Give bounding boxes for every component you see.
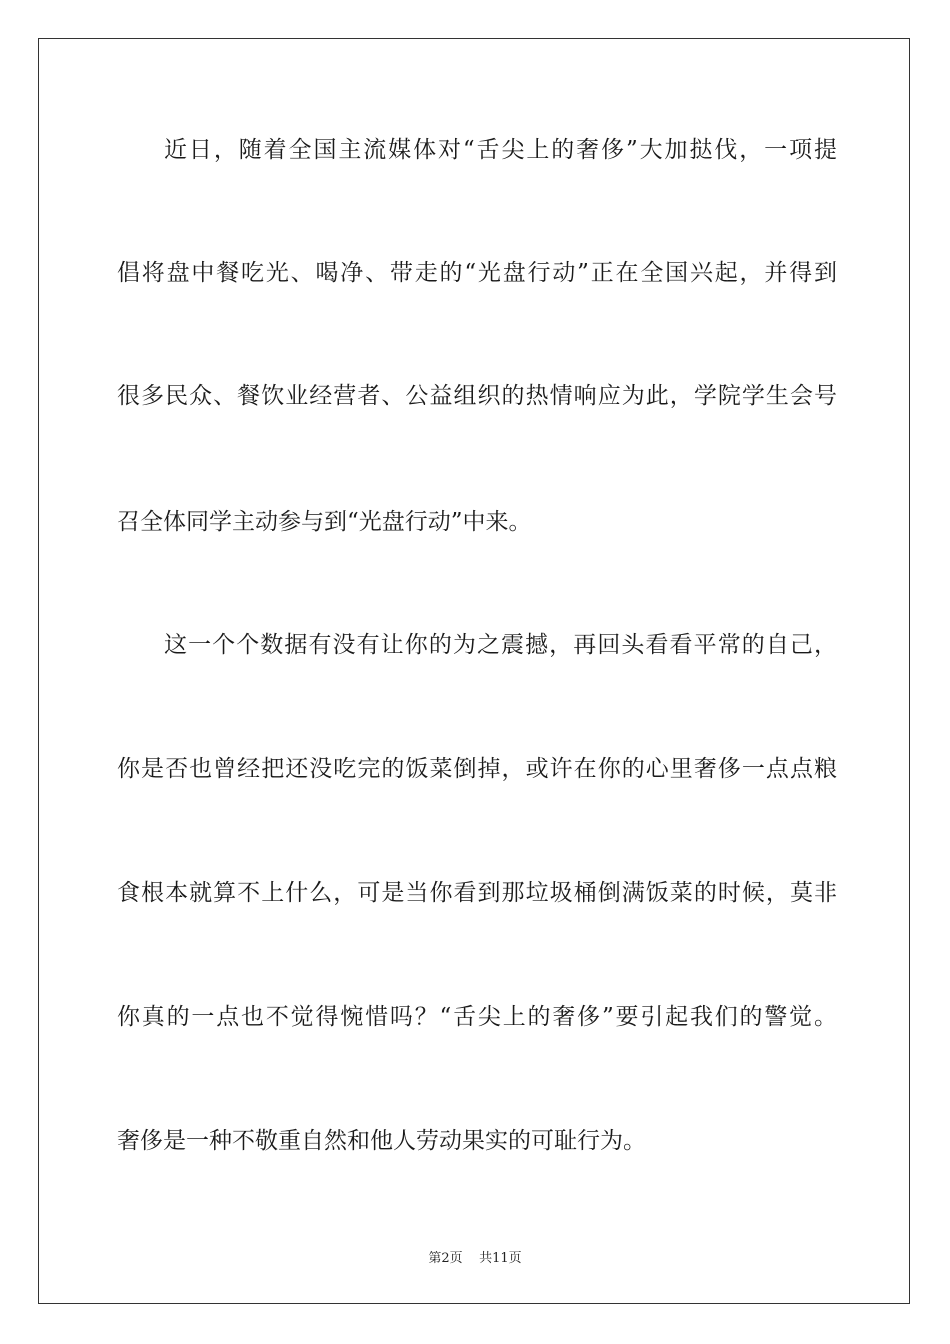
- paragraph-line: 你真的一点也不觉得惋惜吗？“舌尖上的奢侈”要引起我们的警觉。: [117, 1004, 837, 1030]
- paragraph-line: 很多民众、餐饮业经营者、公益组织的热情响应为此，学院学生会号: [117, 383, 837, 409]
- paragraph-line: 食根本就算不上什么，可是当你看到那垃圾桶倒满饭菜的时候，莫非: [117, 880, 837, 906]
- paragraph-line: 召全体同学主动参与到“光盘行动”中来。: [117, 509, 532, 535]
- page-border: [38, 38, 910, 1304]
- paragraph-line: 这一个个数据有没有让你的为之震撼，再回头看看平常的自己，: [164, 632, 837, 658]
- page-number-footer: 第2页 共11页: [428, 1251, 522, 1266]
- paragraph-line: 倡将盘中餐吃光、喝净、带走的“光盘行动”正在全国兴起，并得到: [117, 260, 837, 286]
- paragraph-line: 奢侈是一种不敬重自然和他人劳动果实的可耻行为。: [117, 1128, 646, 1154]
- paragraph-line: 你是否也曾经把还没吃完的饭菜倒掉，或许在你的心里奢侈一点点粮: [117, 756, 837, 782]
- paragraph-line: 近日，随着全国主流媒体对“舌尖上的奢侈”大加挞伐，一项提: [164, 137, 837, 163]
